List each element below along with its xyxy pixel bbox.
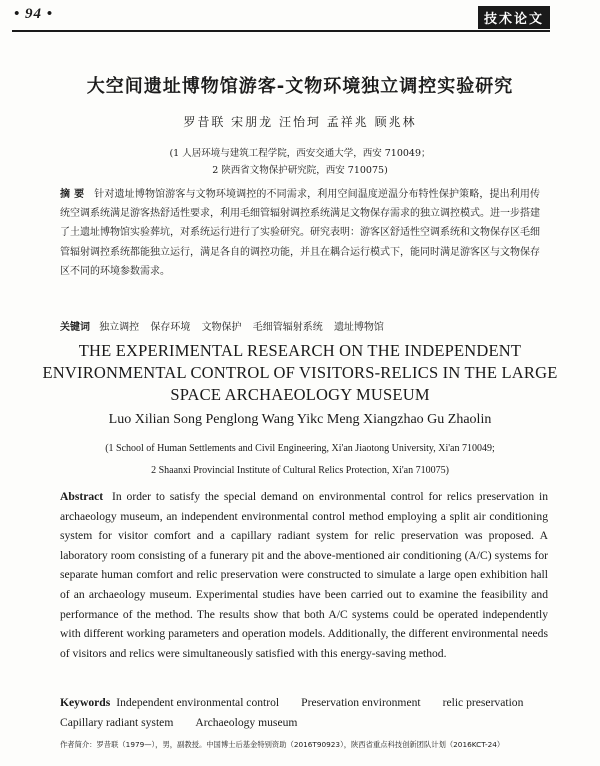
footnote: 作者简介：罗昔联（1979—），男，副教授。中国博士后基金特别资助（2016T90923），陕西省重点科技创新团队计划（2016KCT-24） [60,740,505,749]
en-keyword: Capillary radiant system [60,715,174,729]
en-authors: Luo Xilian Song Penglong Wang Yikc Meng Xiangzhao Gu Zhaolin [108,412,492,427]
en-abstract-text: In order to satisfy the special demand on environmental control for relics preservation in archaeology museum, an independent environmental control method employing a split air conditioning system for visitor comfort and a capillary radiant system for relic preservation was proposed. A laboratory room consisting of a funerary pit and the above-mentioned air conditioning (A/C) systems for separate human comfort and relic preservation were constructed to simulate a large open exhibition hall of an archaeology museum. Experimental studies have been carried out to examine the feasibility and performance of the method. The results show that both A/C systems could be operated independently with different working parameters and operation models. Additionally, the different environmental needs of visitors and relics were simultaneously satisfied with this energy-saving method. [60,490,548,660]
en-title: THE EXPERIMENTAL RESEARCH ON THE INDEPENDENT ENVIRONMENTAL CONTROL OF VISITORS-RELICS IN THE LARGE SPACE ARCHAEOLOGY MUSEUM [42,341,558,404]
header-rule [12,30,550,32]
en-abstract [60,487,548,663]
cn-keyword: 遗址博物馆 [333,322,384,333]
en-affiliation-2: 2 Shaanxi Provincial Institute of Cultural Relics Protection, Xi'an 710075) [151,465,449,476]
cn-authors: 罗昔联 宋朋龙 汪怡珂 孟祥兆 顾兆林 [183,115,417,129]
cn-abstract-text: 针对遗址博物馆游客与文物环境调控的不同需求，利用空间温度逆温分布特性保护策略，提出利用传统空调系统满足游客热舒适性要求，利用毛细管辐射调控系统满足文物保存需求的独立调控模式。进一步搭建了土遗址博物馆实验葬坑，对系统运行进行了实验研究。研究表明：游客区舒适性空调系统和文物保存区毛细管辐射调控系统都能独立运行，满足各自的调控功能，并且在耦合运行模式下，能同时满足游客区与文物保存区不同的环境参数需求。 [60,189,541,277]
cn-keywords [60,319,540,337]
en-keyword: Independent environmental control [116,696,280,709]
en-keyword: Archaeology museum [195,715,298,729]
en-affiliation-1: (1 School of Human Settlements and Civil Engineering, Xi'an Jiaotong University, Xi'an 710049; [105,443,495,454]
en-keyword: relic preservation [442,696,524,709]
cn-affiliation-2: 2 陕西省文物保护研究院，西安 710075) [212,165,388,176]
section-tag: 技术论文 [478,6,550,29]
cn-affiliation-1: (1 人居环境与建筑工程学院，西安交通大学，西安 710049； [169,148,431,159]
cn-title: 大空间遗址博物馆游客-文物环境独立调控实验研究 [86,76,514,97]
cn-abstract [60,185,540,281]
cn-abstract-label: 摘要 [60,189,89,200]
en-keywords [60,693,548,732]
cn-keyword: 保存环境 [150,322,191,333]
page-number: • 94 • [14,6,54,22]
cn-keyword: 独立调控 [99,322,140,333]
cn-keywords-label: 关键词 [60,322,90,333]
en-abstract-label: Abstract [60,490,104,503]
en-keywords-label: Keywords [60,696,111,709]
en-keyword: Preservation environment [301,696,421,709]
cn-keyword: 毛细管辐射系统 [252,322,323,333]
cn-keyword: 文物保护 [201,322,242,333]
